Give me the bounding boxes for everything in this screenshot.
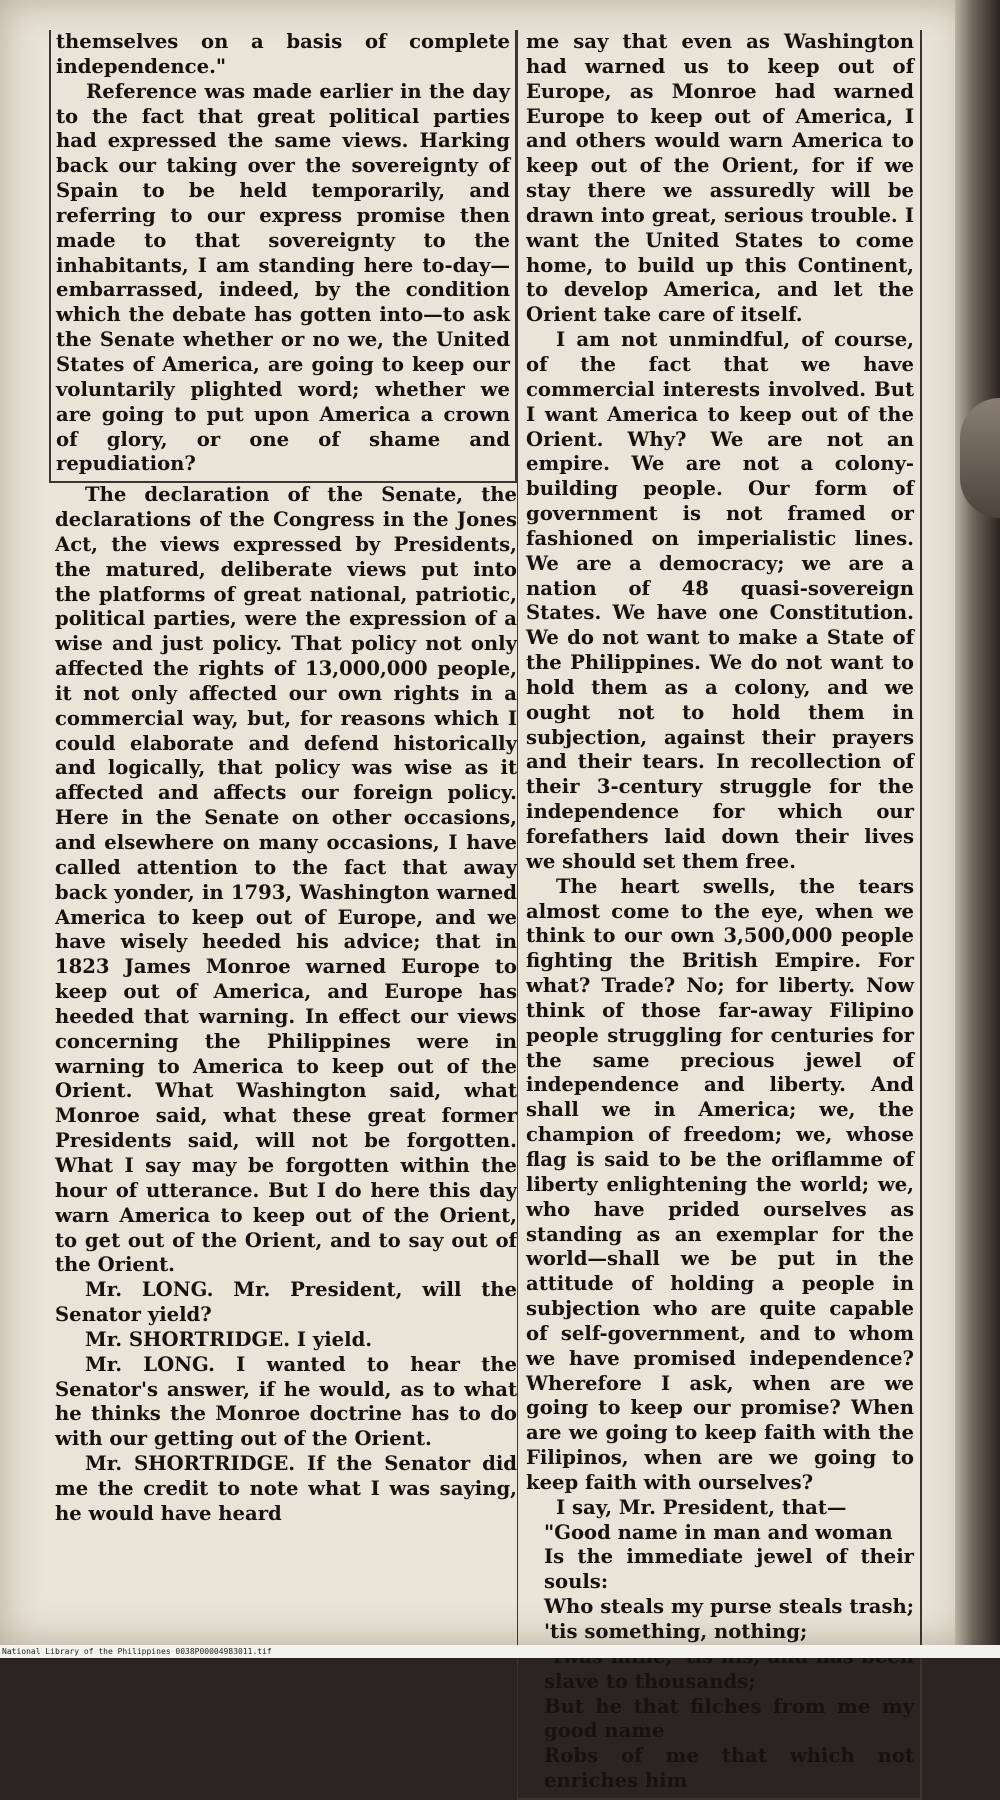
left-column xyxy=(55,30,517,1527)
page-edge-shadow xyxy=(955,0,1000,1645)
left-box-line: themselves on a basis of complete independence." xyxy=(56,30,510,78)
right-paragraph-i-say: I say, Mr. President, that— xyxy=(556,1495,847,1519)
verse-line: Robs of me that which not enriches him xyxy=(544,1744,914,1793)
scan-footer: National Library of the Philippines 0038P00004983011.tif xyxy=(0,1645,1000,1658)
right-paragraph-heart: The heart swells, the tears almost come to the eye, when we think to our own 3,500,000 people fighting the British Empire. For what? Trade? No; for liberty. Now think of those far-away Filipino people struggling for centuries for the same precious jewel of independence and liberty. And shall we in America; we, the champion of freedom; we, whose flag is said to be the oriflamme of liberty enlightening the world; we, who have prided ourselves as standing as an exemplar for the world—shall we be put in the attitude of holding a people in subjection who are quite capable of self-government, and to whom we have promised independence? Wherefore I ask, when are we going to keep our promise? When are we going to keep faith with the Filipinos, when are we going to keep faith with ourselves? xyxy=(526,874,914,1494)
left-box-paragraph: Reference was made earlier in the day to the fact that great political parties had expressed the same views. Harking back our taking over the sovereignty of Spain to be held temporarily, and referring to our express promise then made to that sovereignty to the inhabitants, I am standing here to-day—embarrassed, indeed, by the condition which the debate has gotten into—to ask the Senate whether or no we, the United States of America, are going to keep our voluntarily plighted word; whether we are going to put upon America a crown of glory, or one of shame and repudiation? xyxy=(56,79,510,476)
right-paragraph-washington: me say that even as Washington had warned us to keep out of Europe, as Monroe had warned Europe to keep out of America, I and others would warn America to keep out of the Orient, for if we stay there we assuredly will be drawn into great, serious trouble. I want the United States to come home, to build up this Continent, to develop America, and let the Orient take care of itself. xyxy=(526,30,914,327)
left-paragraph-long-question: Mr. LONG. Mr. President, will the Senator yield? xyxy=(55,1278,517,1327)
right-paragraph-commerce: I am not unmindful, of course, of the fact that we have commercial interests involved. But I want America to keep out of the Orient. Why? We are not an empire. We are not a colony-building people. Our form of government is not framed or fashioned on imperialistic lines. We are a democracy; we are a nation of 48 quasi-sovereign States. We have one Constitution. We do not want to make a State of the Philippines. We do not want to hold them as a colony, and we ought not to hold them in subjection, against their prayers and their tears. In recollection of their 3-century struggle for the independence for which our forefathers laid down their lives we should set them free. xyxy=(526,328,914,873)
right-column-box xyxy=(517,30,922,1800)
verse-line: Is the immediate jewel of their souls: xyxy=(544,1545,914,1594)
verse-line: "Good name in man and woman xyxy=(544,1520,893,1544)
verse-line: But he that filches from me my good name xyxy=(544,1694,914,1743)
right-column xyxy=(517,30,922,1800)
left-paragraph-shortridge-reply: Mr. SHORTRIDGE. If the Senator did me the credit to note what I was saying, he would have heard xyxy=(55,1452,517,1525)
verse-line: slave to thousands; xyxy=(544,1669,756,1693)
left-top-box xyxy=(49,30,517,483)
left-paragraph-declaration: The declaration of the Senate, the declarations of the Congress in the Jones Act, the views expressed by Presidents, the matured, deliberate views put into the platforms of great national, patriotic, political parties, were the expression of a wise and just policy. That policy not only affected the rights of 13,000,000 people, it not only affected our own rights in a commercial way, but, for reasons which I could elaborate and defend historically and logically, that policy was wise as it affected and affects our foreign policy. Here in the Senate on other occasions, and elsewhere on many occasions, I have called attention to the fact that away back yonder, in 1793, Washington warned America to keep out of Europe, and we have wisely heeded his advice; that in 1823 James Monroe warned Europe to keep out of America, and Europe has heeded that warning. In effect our views concerning the Philippines were in warning to America to keep out of the Orient. What Washington said, what Monroe said, what these great former Presidents said, will not be forgotten. What I say may be forgotten within the hour of utterance. But I do here this day warn America to keep out of the Orient, to get out of the Orient, and to say out of the Orient. xyxy=(55,483,517,1277)
thumb-shadow xyxy=(960,398,1000,518)
left-paragraph-shortridge-yield: Mr. SHORTRIDGE. I yield. xyxy=(85,1327,373,1351)
verse-line: Who steals my purse steals trash; 'tis something, nothing; xyxy=(544,1595,914,1643)
left-paragraph-long-monroe: Mr. LONG. I wanted to hear the Senator's answer, if he would, as to what he thinks the Monroe doctrine has to do with our getting out of the Orient. xyxy=(55,1352,517,1451)
